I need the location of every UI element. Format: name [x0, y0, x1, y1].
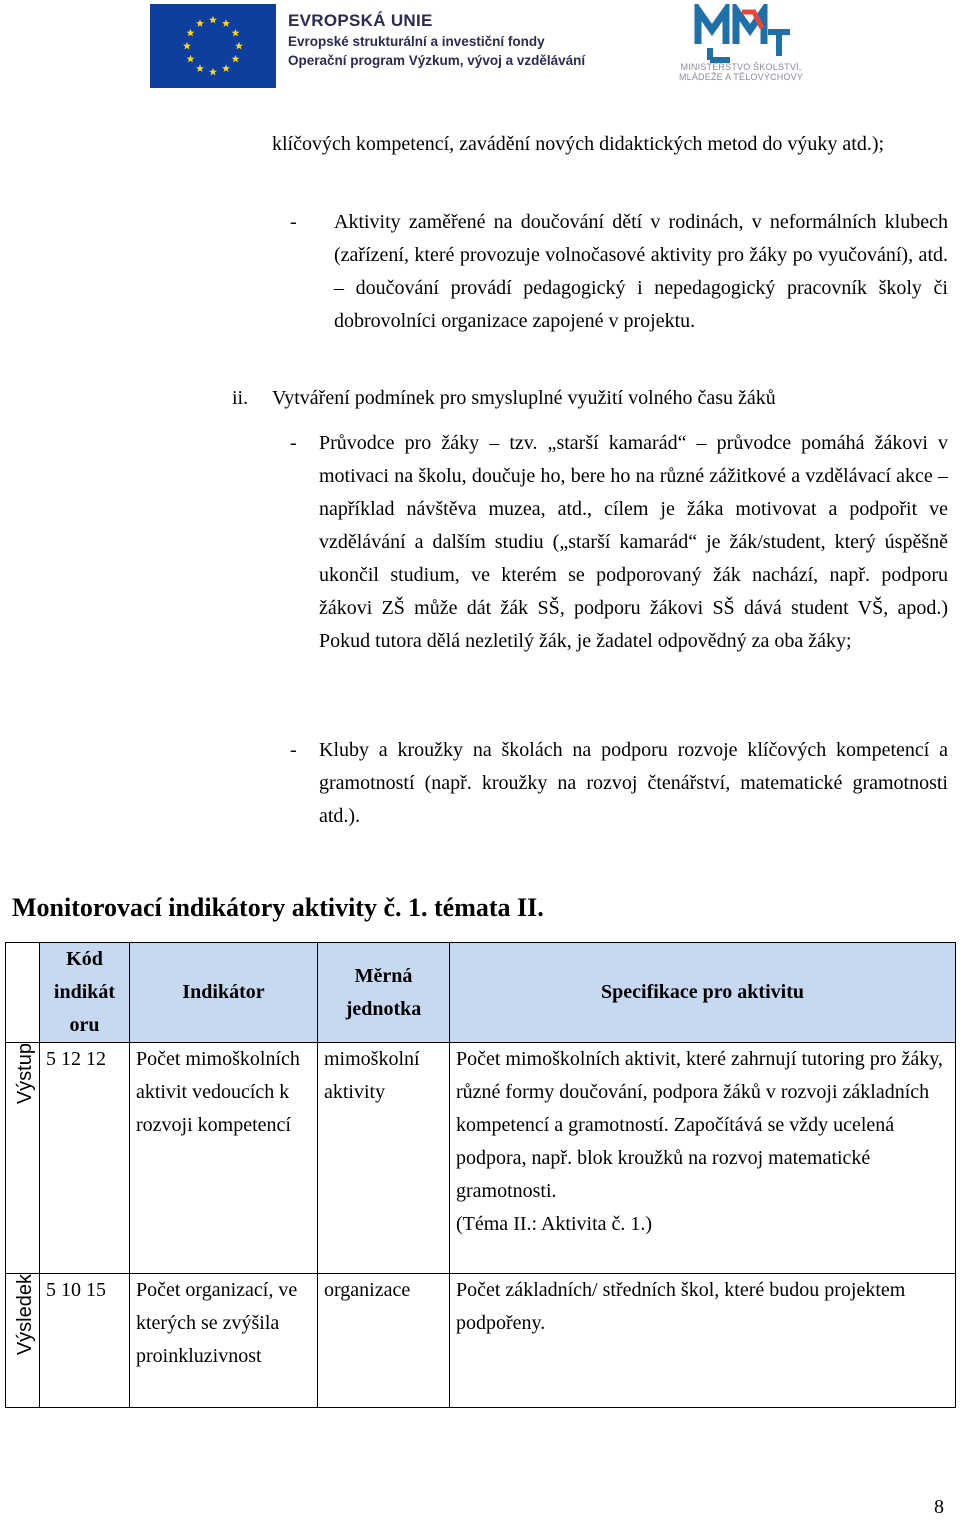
eu-programme: Operační program Výzkum, vývoj a vzdělávání [288, 53, 586, 68]
msmt-line2: MLÁDEŽE A TĚLOVÝCHOVY [678, 72, 804, 82]
table-header-empty [6, 943, 40, 1043]
bullet-dash: - [290, 739, 297, 761]
indicator-spec: Počet mimoškolních aktivit, které zahrnují tutoring pro žáky, různé formy doučování, podpora žáků v rozvoji základních kompetencí a gramotností. Započítává se vždy ucelená podpora, např. blok kroužků na rozvoj matematické gramotnosti. [456, 1048, 943, 1202]
row-label: Výstup [14, 1043, 36, 1105]
indicator-name: Počet organizací, ve kterých se zvýšila proinkluzivnost [130, 1274, 318, 1408]
table-header-spec: Specifikace pro aktivitu [450, 943, 956, 1043]
bullet-item-tutoring: Aktivity zaměřené na doučování dětí v rodinách, v neformálních klubech (zařízení, které provozuje volnočasové aktivity pro žáky po vyučování), atd. – doučování provádí pedagogický i nepedagogický pracovník školy či dobrovolníci organizace zapojené v projektu. [334, 211, 948, 332]
bullet-dash: - [290, 211, 297, 233]
table-header-row [6, 943, 956, 1043]
indicator-table [5, 942, 956, 1408]
indicator-code: 5 10 15 [40, 1274, 130, 1408]
eu-title: EVROPSKÁ UNIE [288, 11, 433, 30]
msmt-line1: MINISTERSTVO ŠKOLSTVÍ, [680, 62, 802, 72]
table-header-code: Kód indikát oru [40, 943, 130, 1043]
eu-flag-logo [150, 4, 276, 88]
bullet-dash: - [290, 432, 297, 454]
page-header [0, 0, 960, 100]
indicator-code: 5 12 12 [40, 1043, 130, 1274]
table-header-unit: Měrná jednotka [318, 943, 450, 1043]
indicator-spec-cell [450, 1274, 956, 1408]
list-item-ii-title: Vytváření podmínek pro smysluplné využití volného času žáků [272, 387, 776, 409]
msmt-logo-text [656, 62, 826, 82]
indicator-spec: Počet základních/ středních škol, které budou projektem podpořeny. [456, 1279, 906, 1334]
indicator-unit: mimoškolní aktivity [318, 1043, 450, 1274]
indicator-unit: organizace [318, 1274, 450, 1408]
eu-funds: Evropské strukturální a investiční fondy [288, 34, 545, 49]
bullet-item-clubs: Kluby a kroužky na školách na podporu rozvoje klíčových kompetencí a gramotností (např. kroužky na rozvoj čtenářství, matematické gramotnosti atd.). [319, 739, 948, 827]
section-heading: Monitorovací indikátory aktivity č. 1. témata II. [12, 893, 544, 922]
list-number-ii: ii. [232, 387, 249, 409]
table-row [6, 1274, 956, 1408]
row-label-cell [6, 1274, 40, 1408]
table-row [6, 1043, 956, 1274]
indicator-name: Počet mimoškolních aktivit vedoucích k rozvoji kompetencí [130, 1043, 318, 1274]
page-number: 8 [934, 1496, 944, 1518]
paragraph-continuation: klíčových kompetencí, zavádění nových didaktických metod do výuky atd.); [272, 133, 885, 155]
row-label-cell [6, 1043, 40, 1274]
indicator-spec-cell [450, 1043, 956, 1274]
indicator-spec-note: (Téma II.: Aktivita č. 1.) [456, 1213, 653, 1235]
table-header-indicator: Indikátor [130, 943, 318, 1043]
bullet-item-guide: Průvodce pro žáky – tzv. „starší kamarád“ – průvodce pomáhá žákovi v motivaci na školu, doučuje ho, bere ho na různé zážitkové a vzdělávací akce – například návštěva muzea, atd., cílem je žáka motivovat a podpořit ve vzdělávání a dalším studiu („starší kamarád“ je žák/student, který úspěšně ukončil studium, ve kterém se podporovaný žák nachází, např. podporu žákovi ZŠ může dát žák SŠ, podporu žákovi SŠ dává student VŠ, apod.) Pokud tutora dělá nezletilý žák, je žadatel odpovědný za oba žáky; [319, 432, 948, 652]
row-label: Výsledek [14, 1274, 36, 1356]
eu-logo-text [288, 10, 585, 70]
